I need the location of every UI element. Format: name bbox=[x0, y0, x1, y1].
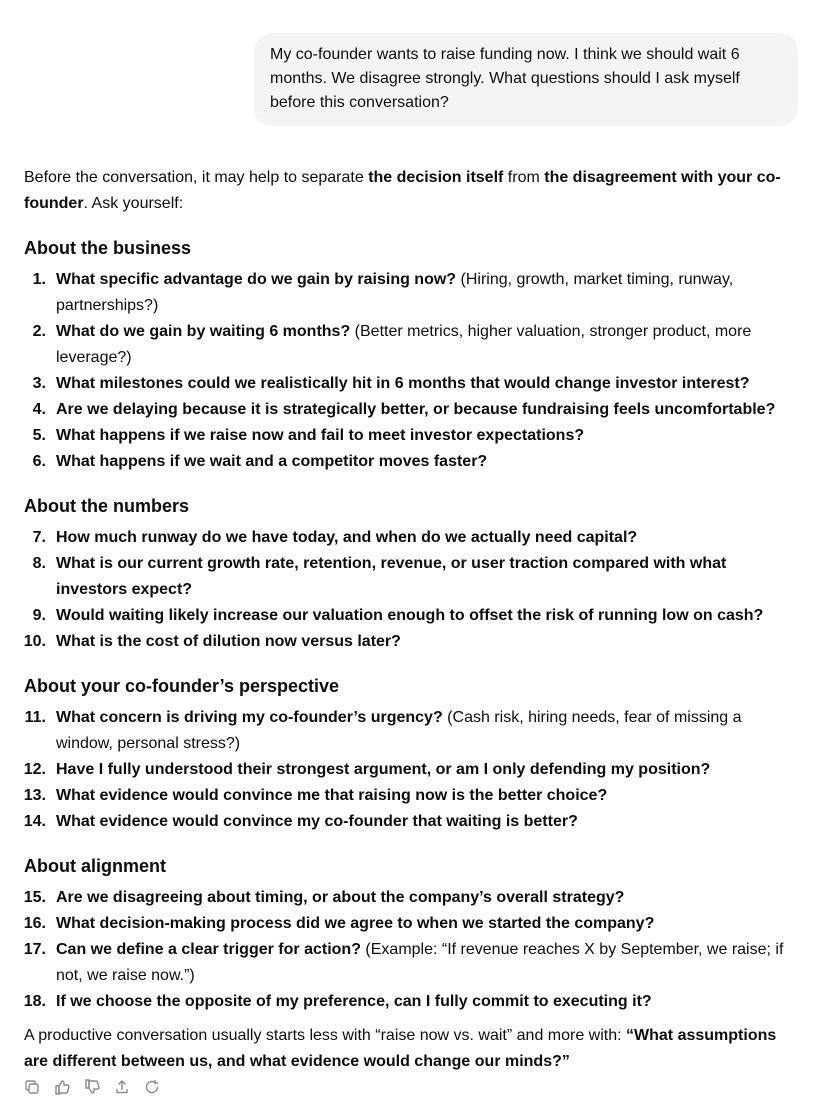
question-list bbox=[24, 885, 800, 1015]
question-item bbox=[24, 629, 800, 655]
question-list bbox=[24, 705, 800, 835]
question-number: 9. bbox=[32, 607, 46, 624]
user-message-bubble bbox=[254, 33, 798, 126]
question-text: What is our current growth rate, retention, revenue, or user traction compared with what investors expect? bbox=[56, 555, 727, 598]
question-text: What happens if we wait and a competitor moves faster? bbox=[56, 453, 488, 470]
question-note: (Hiring, growth, market timing, runway, partnerships?) bbox=[56, 271, 734, 314]
intro-text: . Ask yourself: bbox=[83, 195, 184, 212]
question-item bbox=[24, 911, 800, 937]
question-item bbox=[24, 885, 800, 911]
share-icon[interactable] bbox=[114, 1078, 130, 1094]
question-item bbox=[24, 267, 800, 319]
question-item bbox=[24, 705, 800, 757]
question-item bbox=[24, 783, 800, 809]
question-number: 1. bbox=[32, 271, 46, 288]
question-text: Have I fully understood their strongest argument, or am I only defending my position? bbox=[56, 761, 711, 778]
question-item bbox=[24, 989, 800, 1015]
intro-bold: the disagreement with your co-founder bbox=[24, 169, 781, 212]
intro-text: Before the conversation, it may help to separate bbox=[24, 169, 369, 186]
regenerate-icon[interactable] bbox=[144, 1078, 160, 1094]
question-number: 14. bbox=[23, 813, 46, 830]
question-item bbox=[24, 551, 800, 603]
question-text: How much runway do we have today, and when do we actually need capital? bbox=[56, 529, 638, 546]
question-number: 15. bbox=[23, 889, 46, 906]
copy-icon[interactable] bbox=[24, 1078, 40, 1094]
question-sections bbox=[24, 235, 800, 1015]
question-number: 6. bbox=[32, 453, 46, 470]
question-item bbox=[24, 449, 800, 475]
question-number: 10. bbox=[23, 633, 46, 650]
section-heading: About the numbers bbox=[24, 496, 189, 516]
question-text: What milestones could we realistically hit in 6 months that would change investor interest? bbox=[56, 375, 750, 392]
closing-text: A productive conversation usually starts less with “raise now vs. wait” and more with: bbox=[24, 1027, 627, 1044]
question-item bbox=[24, 423, 800, 449]
question-note: (Example: “If revenue reaches X by September, we raise; if not, we raise now.”) bbox=[56, 941, 784, 984]
question-text: What do we gain by waiting 6 months? bbox=[56, 323, 351, 340]
user-message-text: My co-founder wants to raise funding now. I think we should wait 6 months. We disagree strongly. What questions should I ask myself before this conversation? bbox=[270, 46, 740, 111]
section-heading: About the business bbox=[24, 238, 192, 258]
message-actions bbox=[24, 1078, 160, 1094]
thumbs-up-icon[interactable] bbox=[54, 1078, 70, 1094]
question-item bbox=[24, 319, 800, 371]
question-text: Are we disagreeing about timing, or about the company’s overall strategy? bbox=[56, 889, 625, 906]
question-number: 4. bbox=[32, 401, 46, 418]
question-item bbox=[24, 937, 800, 989]
question-number: 2. bbox=[32, 323, 46, 340]
closing-paragraph bbox=[24, 1023, 800, 1075]
question-number: 7. bbox=[32, 529, 46, 546]
question-number: 13. bbox=[23, 787, 46, 804]
assistant-response bbox=[24, 165, 800, 1075]
question-list bbox=[24, 267, 800, 475]
question-item bbox=[24, 757, 800, 783]
question-item bbox=[24, 397, 800, 423]
closing-bold: “What assumptions are different between us, and what evidence would change our minds?” bbox=[24, 1027, 777, 1070]
question-note: (Cash risk, hiring needs, fear of missing a window, personal stress?) bbox=[56, 709, 742, 752]
question-text: What decision-making process did we agree to when we started the company? bbox=[56, 915, 655, 932]
question-number: 5. bbox=[32, 427, 46, 444]
question-number: 18. bbox=[23, 993, 46, 1010]
question-text: What is the cost of dilution now versus later? bbox=[56, 633, 401, 650]
question-text: What evidence would convince my co-founder that waiting is better? bbox=[56, 813, 578, 830]
question-item bbox=[24, 603, 800, 629]
intro-text: from bbox=[503, 169, 545, 186]
question-number: 16. bbox=[23, 915, 46, 932]
question-note: (Better metrics, higher valuation, stronger product, more leverage?) bbox=[56, 323, 752, 366]
question-item bbox=[24, 809, 800, 835]
intro-paragraph bbox=[24, 165, 800, 217]
question-text: What evidence would convince me that raising now is the better choice? bbox=[56, 787, 608, 804]
section-heading: About alignment bbox=[24, 856, 166, 876]
question-text: Would waiting likely increase our valuation enough to offset the risk of running low on cash? bbox=[56, 607, 764, 624]
question-number: 3. bbox=[32, 375, 46, 392]
question-number: 12. bbox=[23, 761, 46, 778]
section-heading: About your co-founder’s perspective bbox=[24, 676, 340, 696]
question-number: 11. bbox=[24, 709, 46, 726]
thumbs-down-icon[interactable] bbox=[84, 1078, 100, 1094]
question-item bbox=[24, 371, 800, 397]
question-number: 17. bbox=[23, 941, 46, 958]
question-text: If we choose the opposite of my preference, can I fully commit to executing it? bbox=[56, 993, 652, 1010]
question-text: What specific advantage do we gain by raising now? bbox=[56, 271, 457, 288]
question-number: 8. bbox=[32, 555, 46, 572]
question-text: Are we delaying because it is strategically better, or because fundraising feels uncomfortable? bbox=[56, 401, 776, 418]
question-text: What concern is driving my co-founder’s urgency? bbox=[56, 709, 443, 726]
intro-bold: the decision itself bbox=[368, 169, 504, 186]
question-text: Can we define a clear trigger for action? bbox=[56, 941, 361, 958]
question-list bbox=[24, 525, 800, 655]
question-text: What happens if we raise now and fail to meet investor expectations? bbox=[56, 427, 585, 444]
question-item bbox=[24, 525, 800, 551]
